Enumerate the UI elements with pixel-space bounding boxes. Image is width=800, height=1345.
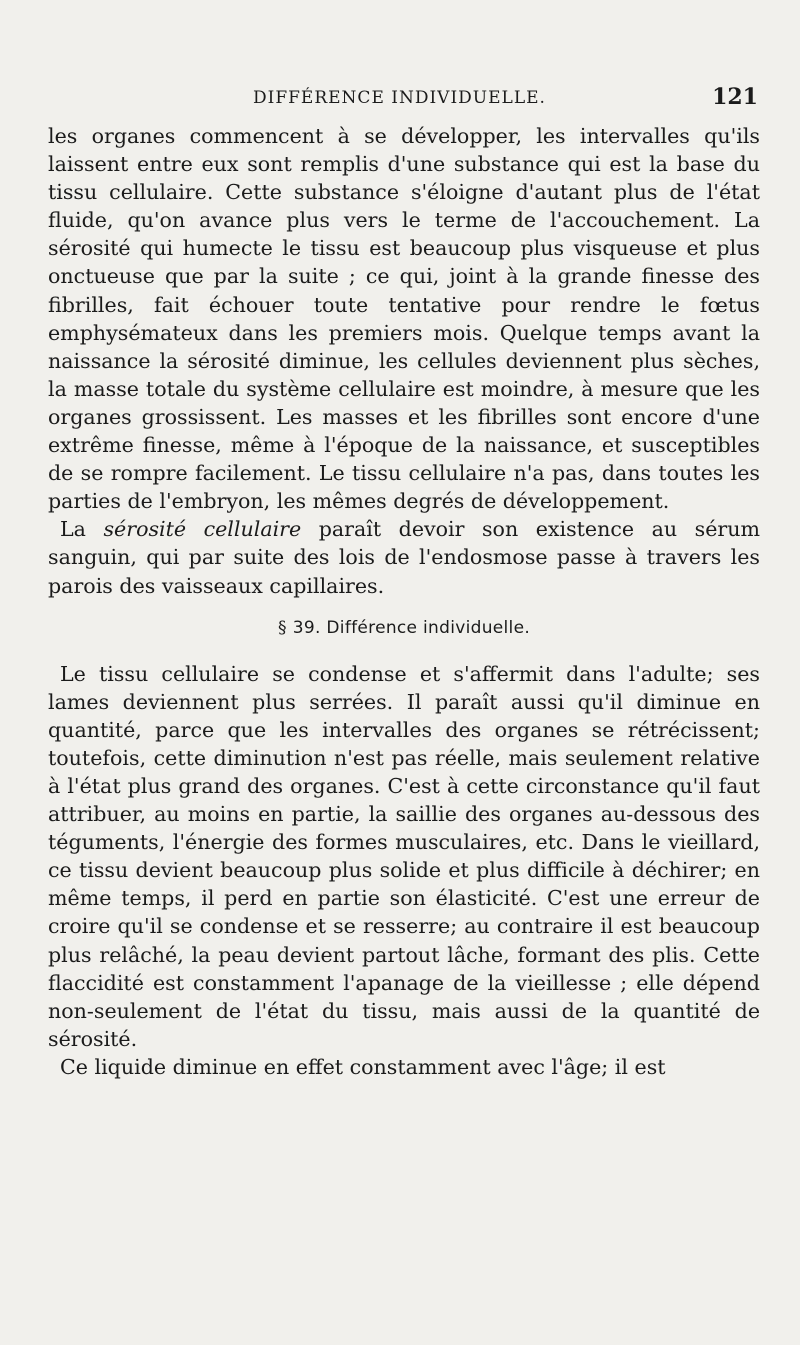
page-number: 121 (712, 84, 758, 110)
italic-term: sérosité cellulaire (103, 517, 302, 542)
book-page (48, 0, 768, 1345)
section-sign: § (277, 617, 287, 638)
section-title: Différence individuelle. (326, 617, 531, 638)
body-text (48, 122, 760, 1081)
paragraph-continuation: les organes commencent à se développer, les intervalles qu'ils laissent entre eux sont remplis d'une substance qui est la base du tissu cellulaire. Cette substance s'éloigne d'autant plus de l'état fluide, qu'on avance plus vers le terme de l'accouchement. La sérosité qui humecte le tissu est beaucoup plus visqueuse et plus onctueuse que par la suite ; ce qui, joint à la grande finesse des fibrilles, fait échouer toute tentative pour rendre le fœtus emphysémateux dans les premiers mois. Quelque temps avant la naissance la sérosité diminue, les cellules deviennent plus sèches, la masse totale du système cellulaire est moindre, à mesure que les organes grossissent. Les masses et les fibrilles sont encore d'une extrême finesse, même à l'époque de la naissance, et susceptibles de se rompre facilement. Le tissu cellulaire n'a pas, dans toutes les parties de l'embryon, les mêmes degrés de développement. (48, 124, 760, 514)
running-head (48, 84, 768, 118)
paragraph-rest: paraît devoir son existence au sérum sanguin, qui par suite des lois de l'endosmose passe à travers les parois des vaisseaux capillaires. (48, 517, 761, 598)
running-title: DIFFÉRENCE INDIVIDUELLE. (253, 88, 546, 108)
section-heading (48, 618, 760, 638)
paragraph-lead: La (60, 517, 86, 542)
paragraph-serosite (48, 515, 760, 599)
section-number: 39. (292, 617, 321, 638)
paragraph-adult-tissue: Le tissu cellulaire se condense et s'affermit dans l'adulte; ses lames deviennent plus serrées. Il paraît aussi qu'il diminue en quantité, parce que les intervalles des organes se rétrécissent; toutefois, cette diminution n'est pas réelle, mais seulement relative à l'état plus grand des organes. C'est à cette circonstance qu'il faut attribuer, au moins en partie, la saillie des organes au-dessous des téguments, l'énergie des formes musculaires, etc. Dans le vieillard, ce tissu devient beaucoup plus solide et plus difficile à déchirer; en même temps, il perd en partie son élasticité. C'est une erreur de croire qu'il se condense et se resserre; au contraire il est beaucoup plus relâché, la peau devient partout lâche, formant des plis. Cette flaccidité est constamment l'apanage de la vieillesse ; elle dépend non-seulement de l'état du tissu, mais aussi de la quantité de sérosité. (48, 661, 760, 1051)
paragraph-liquid: Ce liquide diminue en effet constamment avec l'âge; il est (60, 1054, 666, 1079)
